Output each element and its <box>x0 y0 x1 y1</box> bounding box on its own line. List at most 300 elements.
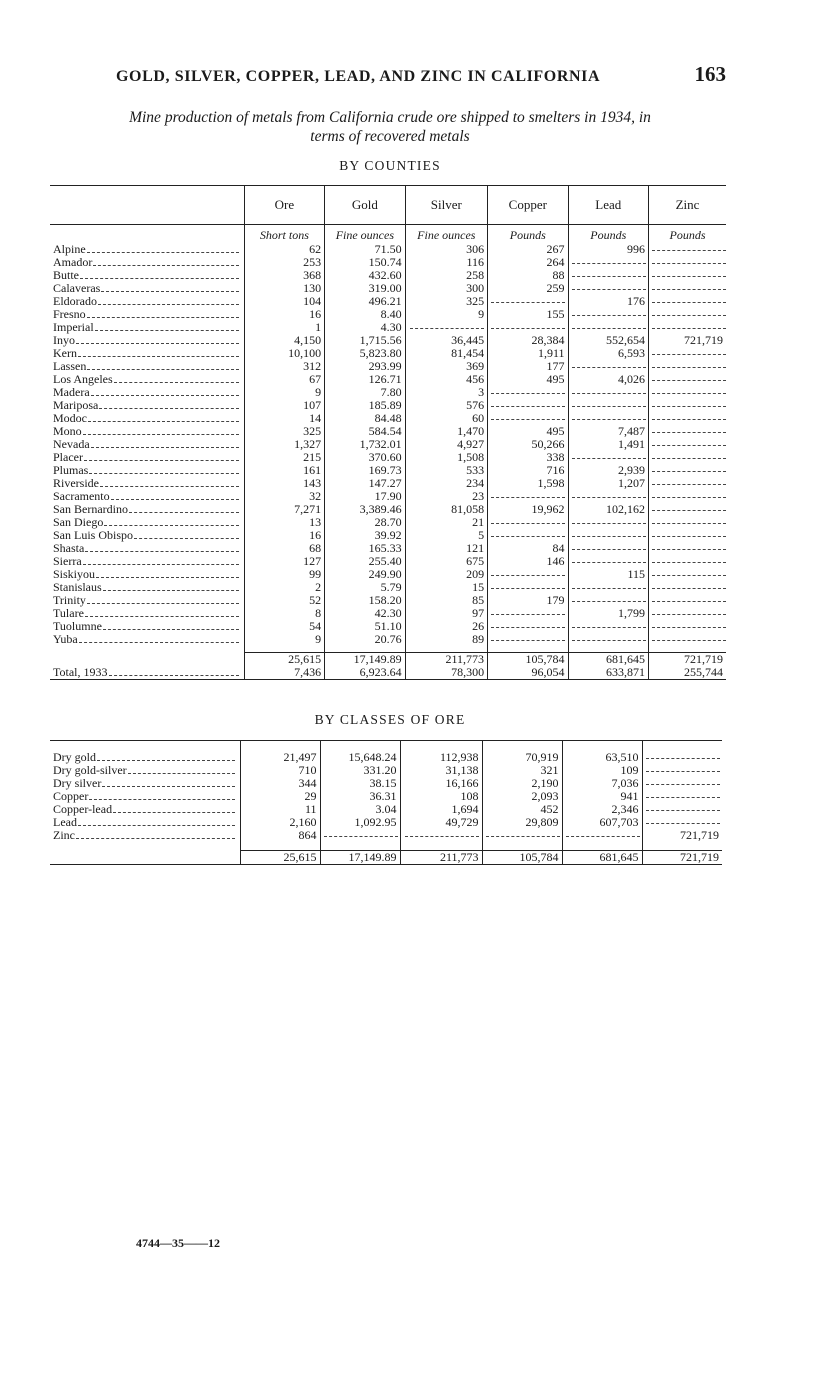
row-label-text: Copper <box>53 790 89 803</box>
empty-dash <box>652 549 726 550</box>
row-label <box>50 347 244 360</box>
row-label <box>50 790 240 803</box>
row-label-text: Copper-lead <box>53 803 113 816</box>
row-label-leader <box>53 490 241 503</box>
empty-dash <box>572 367 646 368</box>
cell-silver: 1,694 <box>400 803 482 816</box>
cell-lead <box>568 581 648 594</box>
cell-lead: 1,207 <box>568 477 648 490</box>
row-label <box>50 464 244 477</box>
dot-leader <box>87 369 238 370</box>
cell-ore: 710 <box>240 764 320 777</box>
cell-zinc <box>642 816 722 829</box>
empty-dash <box>572 276 646 277</box>
cell-lead: 176 <box>568 295 648 308</box>
row-label <box>50 399 244 412</box>
cell-zinc <box>649 243 727 256</box>
row-label-text: Sierra <box>53 555 82 568</box>
cell-gold: 36.31 <box>320 790 400 803</box>
caption-line-1: Mine production of metals from California crude ore shipped to smelters in 1934, in <box>129 109 651 126</box>
empty-dash <box>652 601 726 602</box>
cell-gold: 17,149.89 <box>325 653 405 666</box>
table-row <box>50 581 726 594</box>
cell-zinc <box>649 269 727 282</box>
empty-dash <box>572 393 646 394</box>
cell-copper <box>488 412 568 425</box>
empty-dash <box>652 497 726 498</box>
empty-dash <box>652 640 726 641</box>
row-label <box>50 256 244 269</box>
empty-dash <box>652 419 726 420</box>
cell-silver: 9 <box>405 308 487 321</box>
cell-copper: 264 <box>488 256 568 269</box>
cell-copper <box>482 829 562 842</box>
cell-silver: 456 <box>405 373 487 386</box>
cell-silver: 306 <box>405 243 487 256</box>
cell-ore: 25,615 <box>240 851 320 865</box>
cell-silver: 85 <box>405 594 487 607</box>
cell-lead <box>568 269 648 282</box>
cell-copper <box>488 386 568 399</box>
table-row <box>50 803 722 816</box>
row-label-leader <box>53 581 241 594</box>
row-label-text: Mariposa <box>53 399 99 412</box>
cell-silver: 116 <box>405 256 487 269</box>
row-label-text: Tuolumne <box>53 620 102 633</box>
cell-zinc <box>649 308 727 321</box>
row-label-leader <box>53 751 237 764</box>
row-label-leader <box>53 282 241 295</box>
dot-leader <box>78 825 235 826</box>
cell-zinc <box>649 412 727 425</box>
table-row <box>50 829 722 842</box>
row-label-text: Mono <box>53 425 82 438</box>
cell-zinc <box>642 803 722 816</box>
cell-copper: 259 <box>488 282 568 295</box>
row-label <box>50 829 240 842</box>
empty-dash <box>652 484 726 485</box>
dot-leader <box>134 538 239 539</box>
row-label-text: Dry gold <box>53 751 96 764</box>
cell-ore: 4,150 <box>244 334 324 347</box>
empty-dash <box>410 328 484 329</box>
row-label-text: Riverside <box>53 477 99 490</box>
dot-leader <box>114 382 239 383</box>
cell-lead: 633,871 <box>568 666 648 680</box>
row-label-text: Lead <box>53 816 77 829</box>
cell-silver: 1,470 <box>405 425 487 438</box>
cell-silver: 209 <box>405 568 487 581</box>
cell-ore: 9 <box>244 633 324 646</box>
dot-leader <box>129 512 239 513</box>
empty-dash <box>652 263 726 264</box>
empty-dash <box>572 328 646 329</box>
cell-copper: 19,962 <box>488 503 568 516</box>
dot-leader <box>113 812 234 813</box>
cell-lead: 681,645 <box>562 851 642 865</box>
row-label <box>50 555 244 568</box>
dot-leader <box>85 551 238 552</box>
cell-copper: 716 <box>488 464 568 477</box>
row-label-leader <box>53 360 241 373</box>
cell-zinc <box>649 373 727 386</box>
cell-silver: 234 <box>405 477 487 490</box>
row-label-leader <box>53 529 241 542</box>
cell-ore: 62 <box>244 243 324 256</box>
cell-gold: 249.90 <box>325 568 405 581</box>
cell-lead: 1,491 <box>568 438 648 451</box>
empty-dash <box>652 354 726 355</box>
cell-silver: 36,445 <box>405 334 487 347</box>
row-label-text: Dry gold-silver <box>53 764 127 777</box>
cell-lead <box>568 490 648 503</box>
row-label-leader <box>53 816 237 829</box>
dot-leader <box>111 499 239 500</box>
row-label-leader <box>53 373 241 386</box>
cell-lead <box>568 282 648 295</box>
empty-dash <box>646 823 720 824</box>
cell-copper: 179 <box>488 594 568 607</box>
footer-code: 4744—35——12 <box>136 1236 220 1250</box>
cell-lead <box>568 620 648 633</box>
row-label-text: Los Angeles <box>53 373 113 386</box>
dot-leader <box>97 760 235 761</box>
dot-leader <box>109 675 239 676</box>
table-row <box>50 851 722 865</box>
table-row <box>50 516 726 529</box>
cell-zinc <box>649 490 727 503</box>
cell-gold: 147.27 <box>325 477 405 490</box>
cell-lead <box>568 529 648 542</box>
empty-dash <box>405 836 479 837</box>
row-label <box>50 666 244 680</box>
cell-gold: 150.74 <box>325 256 405 269</box>
cell-lead: 4,026 <box>568 373 648 386</box>
dot-leader <box>128 773 235 774</box>
row-label <box>50 425 244 438</box>
dot-leader <box>80 278 239 279</box>
row-label-leader <box>53 308 241 321</box>
table-row <box>50 503 726 516</box>
row-label-leader <box>53 594 241 607</box>
cell-zinc: 255,744 <box>649 666 727 680</box>
row-label <box>50 529 244 542</box>
empty-dash <box>566 836 640 837</box>
dot-leader <box>99 408 238 409</box>
row-label <box>50 295 244 308</box>
empty-dash <box>652 367 726 368</box>
cell-lead <box>568 308 648 321</box>
row-label <box>50 851 240 865</box>
cell-zinc <box>649 555 727 568</box>
cell-lead <box>568 451 648 464</box>
row-label <box>50 373 244 386</box>
cell-gold: 1,715.56 <box>325 334 405 347</box>
empty-dash <box>652 328 726 329</box>
cell-silver: 258 <box>405 269 487 282</box>
cell-zinc <box>649 529 727 542</box>
cell-silver: 21 <box>405 516 487 529</box>
cell-silver <box>405 321 487 334</box>
cell-ore: 54 <box>244 620 324 633</box>
cell-ore: 21,497 <box>240 751 320 764</box>
row-label-text: Nevada <box>53 438 90 451</box>
cell-ore: 1,327 <box>244 438 324 451</box>
cell-zinc <box>649 425 727 438</box>
cell-zinc <box>649 568 727 581</box>
table-row <box>50 321 726 334</box>
unit-copper: Pounds <box>488 225 568 244</box>
empty-dash <box>652 315 726 316</box>
dot-leader <box>96 577 239 578</box>
cell-zinc <box>649 464 727 477</box>
empty-dash <box>572 263 646 264</box>
cell-zinc <box>649 503 727 516</box>
row-label <box>50 386 244 399</box>
unit-silver: Fine ounces <box>405 225 487 244</box>
table-row <box>50 568 726 581</box>
row-label-leader <box>53 790 237 803</box>
row-label <box>50 334 244 347</box>
row-label-leader <box>53 542 241 555</box>
dot-leader <box>103 590 239 591</box>
row-label-text: Trinity <box>53 594 86 607</box>
row-label-text: Stanislaus <box>53 581 102 594</box>
unit-ore: Short tons <box>244 225 324 244</box>
row-label-leader <box>53 555 241 568</box>
row-label <box>50 653 244 666</box>
table-row <box>50 386 726 399</box>
dot-leader <box>103 629 239 630</box>
cell-zinc <box>649 386 727 399</box>
cell-copper <box>488 568 568 581</box>
cell-lead <box>562 829 642 842</box>
row-label <box>50 477 244 490</box>
dot-leader <box>76 838 235 839</box>
row-label <box>50 360 244 373</box>
cell-ore: 11 <box>240 803 320 816</box>
empty-dash <box>572 601 646 602</box>
cell-zinc <box>649 451 727 464</box>
cell-zinc: 721,719 <box>649 653 727 666</box>
page-number: 163 <box>694 62 726 86</box>
dot-leader <box>95 330 239 331</box>
cell-copper: 495 <box>488 373 568 386</box>
cell-ore: 99 <box>244 568 324 581</box>
cell-lead: 941 <box>562 790 642 803</box>
table-row <box>50 451 726 464</box>
cell-ore: 7,436 <box>244 666 324 680</box>
header-zinc: Zinc <box>649 186 727 225</box>
cell-zinc <box>642 790 722 803</box>
cell-copper: 495 <box>488 425 568 438</box>
cell-zinc <box>649 438 727 451</box>
row-label-leader <box>53 399 241 412</box>
row-label <box>50 269 244 282</box>
cell-ore: 16 <box>244 308 324 321</box>
table-caption <box>50 108 730 146</box>
row-label <box>50 764 240 777</box>
cell-lead <box>568 633 648 646</box>
cell-copper: 452 <box>482 803 562 816</box>
cell-zinc <box>649 542 727 555</box>
cell-gold: 20.76 <box>325 633 405 646</box>
cell-gold: 38.15 <box>320 777 400 790</box>
cell-silver: 108 <box>400 790 482 803</box>
cell-silver: 23 <box>405 490 487 503</box>
cell-copper: 28,384 <box>488 334 568 347</box>
header-blank <box>50 186 244 225</box>
cell-silver: 26 <box>405 620 487 633</box>
row-label-leader <box>53 829 237 842</box>
cell-lead: 1,799 <box>568 607 648 620</box>
dot-leader <box>85 616 239 617</box>
table-row <box>50 490 726 503</box>
row-label-leader <box>53 412 241 425</box>
cell-zinc <box>649 607 727 620</box>
cell-lead <box>568 555 648 568</box>
cell-ore: 10,100 <box>244 347 324 360</box>
row-label <box>50 803 240 816</box>
dot-leader <box>87 252 239 253</box>
cell-silver: 81,454 <box>405 347 487 360</box>
cell-lead: 102,162 <box>568 503 648 516</box>
row-label <box>50 633 244 646</box>
cell-copper: 50,266 <box>488 438 568 451</box>
empty-dash <box>572 419 646 420</box>
empty-dash <box>652 250 726 251</box>
table-row <box>50 777 722 790</box>
row-label <box>50 594 244 607</box>
cell-gold: 3.04 <box>320 803 400 816</box>
units-blank <box>50 225 244 244</box>
cell-gold: 5.79 <box>325 581 405 594</box>
cell-copper: 2,190 <box>482 777 562 790</box>
cell-lead: 2,346 <box>562 803 642 816</box>
counties-section-title: BY COUNTIES <box>339 158 441 173</box>
cell-copper <box>488 633 568 646</box>
cell-lead <box>568 399 648 412</box>
row-label-text: Plumas <box>53 464 89 477</box>
row-label-text: Amador <box>53 256 93 269</box>
counties-table <box>50 185 726 680</box>
row-label <box>50 490 244 503</box>
empty-dash <box>486 836 560 837</box>
cell-gold: 84.48 <box>325 412 405 425</box>
row-label-text: Inyo <box>53 334 75 347</box>
table-row <box>50 751 722 764</box>
empty-dash <box>572 588 646 589</box>
cell-lead: 6,593 <box>568 347 648 360</box>
cell-silver: 1,508 <box>405 451 487 464</box>
table-row <box>50 360 726 373</box>
cell-zinc <box>649 581 727 594</box>
cell-lead <box>568 516 648 529</box>
table-row <box>50 347 726 360</box>
cell-gold: 71.50 <box>325 243 405 256</box>
table-row <box>50 620 726 633</box>
cell-gold: 8.40 <box>325 308 405 321</box>
empty-dash <box>491 406 565 407</box>
cell-copper: 105,784 <box>482 851 562 865</box>
row-label-text: Eldorado <box>53 295 97 308</box>
cell-gold: 51.10 <box>325 620 405 633</box>
cell-lead <box>568 412 648 425</box>
cell-lead <box>568 256 648 269</box>
row-label-text: Imperial <box>53 321 94 334</box>
dot-leader <box>83 434 239 435</box>
cell-zinc <box>649 360 727 373</box>
row-label-leader <box>53 451 241 464</box>
dot-leader <box>89 799 234 800</box>
cell-gold: 5,823.80 <box>325 347 405 360</box>
cell-silver: 533 <box>405 464 487 477</box>
cell-ore: 864 <box>240 829 320 842</box>
cell-copper <box>488 607 568 620</box>
cell-silver: 60 <box>405 412 487 425</box>
empty-dash <box>652 575 726 576</box>
row-label <box>50 568 244 581</box>
dot-leader <box>100 486 239 487</box>
cell-gold: 17,149.89 <box>320 851 400 865</box>
empty-dash <box>491 393 565 394</box>
empty-dash <box>572 549 646 550</box>
cell-silver: 369 <box>405 360 487 373</box>
row-label-leader <box>53 425 241 438</box>
cell-ore: 312 <box>244 360 324 373</box>
cell-zinc: 721,719 <box>642 851 722 865</box>
cell-copper: 88 <box>488 269 568 282</box>
cell-ore: 13 <box>244 516 324 529</box>
counties-header-row <box>50 186 726 225</box>
header-silver: Silver <box>405 186 487 225</box>
cell-silver: 121 <box>405 542 487 555</box>
cell-ore: 253 <box>244 256 324 269</box>
table-row <box>50 256 726 269</box>
cell-silver: 97 <box>405 607 487 620</box>
empty-dash <box>646 797 720 798</box>
dot-leader <box>79 642 239 643</box>
cell-lead: 552,654 <box>568 334 648 347</box>
empty-dash <box>572 640 646 641</box>
dot-leader <box>102 786 234 787</box>
cell-zinc: 721,719 <box>642 829 722 842</box>
row-label-text: Alpine <box>53 243 86 256</box>
cell-copper: 96,054 <box>488 666 568 680</box>
table-row <box>50 790 722 803</box>
empty-dash <box>572 536 646 537</box>
empty-dash <box>491 614 565 615</box>
table-row <box>50 308 726 321</box>
empty-dash <box>652 445 726 446</box>
cell-gold: 293.99 <box>325 360 405 373</box>
cell-gold: 4.30 <box>325 321 405 334</box>
cell-lead: 7,036 <box>562 777 642 790</box>
row-label-leader <box>53 620 241 633</box>
row-label <box>50 243 244 256</box>
cell-zinc <box>642 751 722 764</box>
cell-ore: 8 <box>244 607 324 620</box>
header-ore: Ore <box>244 186 324 225</box>
cell-ore: 52 <box>244 594 324 607</box>
dot-leader <box>78 356 239 357</box>
cell-gold: 496.21 <box>325 295 405 308</box>
empty-dash <box>572 562 646 563</box>
row-label-leader <box>53 764 237 777</box>
cell-copper: 155 <box>488 308 568 321</box>
table-row <box>50 764 722 777</box>
cell-ore: 1 <box>244 321 324 334</box>
